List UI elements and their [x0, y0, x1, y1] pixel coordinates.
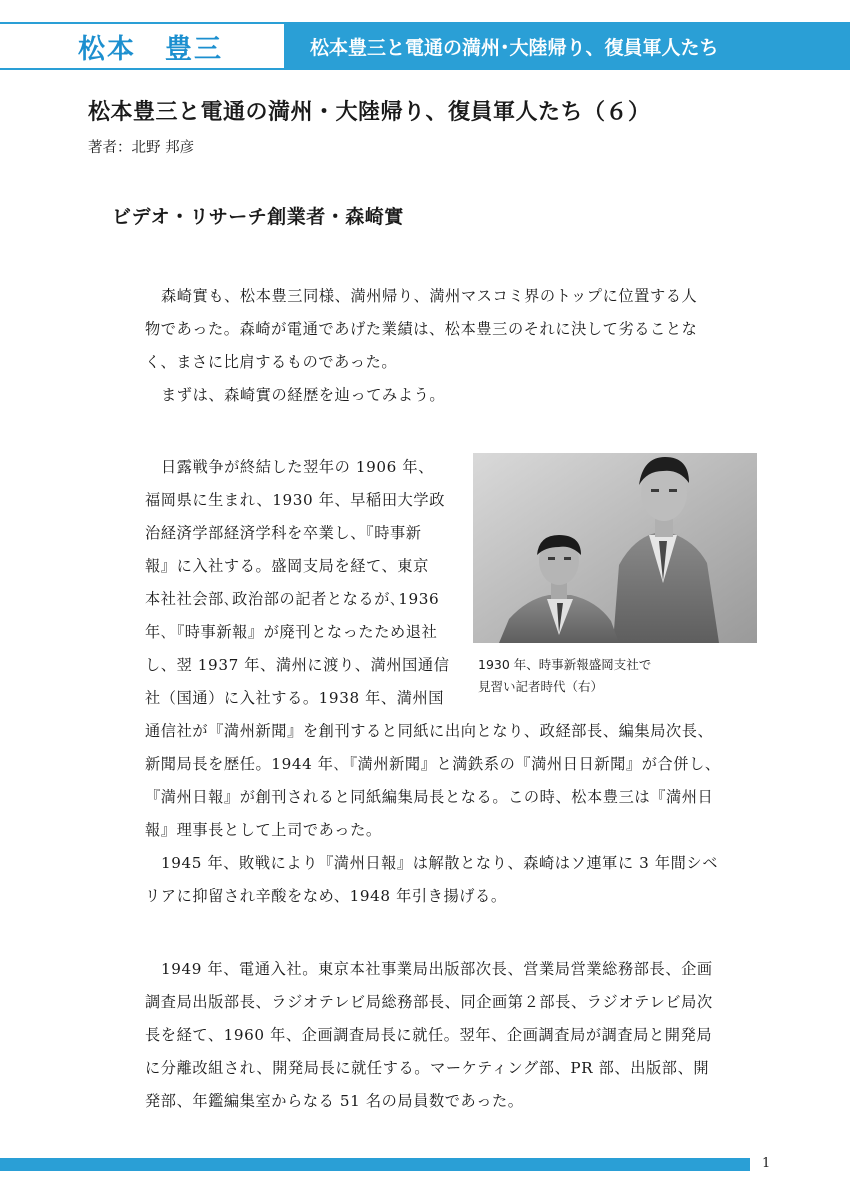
text-line: 福岡県に生まれ、1930 年、早稲田大学政: [145, 491, 445, 509]
text-line: 本社社会部､政治部の記者となるが､1936: [145, 590, 440, 608]
text-line: 治経済学部経済学科を卒業し、『時事新: [145, 524, 422, 542]
text-line: まずは、森崎實の経歴を辿ってみよう。: [161, 386, 446, 404]
text-line: 1949 年、電通入社。東京本社事業局出版部次長、営業局営業総務部長、企画: [161, 960, 713, 978]
text-line: 物であった。森崎が電通であげた業績は、松本豊三のそれに決して劣ることな: [145, 320, 698, 338]
header-series-banner: [284, 22, 850, 70]
text-line: 報』理事長として上司であった。: [145, 821, 382, 839]
text-line: 調査局出版部長、ラジオテレビ局総務部長、同企画第２部長、ラジオテレビ局次: [145, 993, 713, 1011]
header-author-name: 松本 豊三: [78, 34, 223, 65]
text-line: リアに抑留され辛酸をなめ、1948 年引き揚げる。: [145, 887, 507, 905]
section-heading: ビデオ・リサーチ創業者・森崎實: [112, 206, 404, 228]
text-line: 年､『時事新報』が廃刊となったため退社: [145, 623, 438, 641]
photo-caption-line: 見習い記者時代（右）: [478, 679, 604, 694]
text-line: に分離改組され、開発局長に就任する。マーケティング部、PR 部、出版部、開: [145, 1059, 710, 1077]
text-line: 社（国通）に入社する。1938 年、満州国: [145, 689, 445, 707]
text-line: 新聞局長を歴任。1944 年､『満州新聞』と満鉄系の『満州日日新聞』が合併し、: [145, 755, 721, 773]
text-line: 森崎實も、松本豊三同様、満州帰り、満州マスコミ界のトップに位置する人: [161, 287, 698, 305]
text-line: 通信社が『満州新聞』を創刊すると同紙に出向となり、政経部長、編集局次長、: [145, 722, 714, 740]
text-line: 報』に入社する。盛岡支局を経て、東京: [145, 557, 429, 575]
header-author-box: [0, 22, 284, 70]
text-line: く、まさに比肩するものであった。: [145, 353, 398, 371]
text-line: し、翌 1937 年、満州に渡り、満州国通信: [145, 656, 450, 674]
page-number: 1: [762, 1156, 771, 1171]
text-line: 発部、年鑑編集室からなる 51 名の局員数であった。: [145, 1092, 524, 1110]
article-title: 松本豊三と電通の満州・大陸帰り、復員軍人たち（６）: [88, 99, 651, 125]
text-line: 日露戦争が終結した翌年の 1906 年、: [161, 458, 434, 476]
header-series-title: 松本豊三と電通の満州･大陸帰り、復員軍人たち: [310, 37, 719, 59]
article-byline: 著者：北野 邦彦: [88, 140, 195, 156]
photo-caption-line: 1930 年、時事新報盛岡支社で: [478, 657, 652, 672]
footer-bar: [0, 1158, 750, 1171]
text-line: 1945 年、敗戦により『満州日報』は解散となり、森崎はソ連軍に 3 年間シベ: [161, 854, 719, 872]
text-line: 『満州日報』が創刊されると同紙編集局長となる。この時、松本豊三は『満州日: [145, 788, 714, 806]
text-line: 長を経て、1960 年、企画調査局長に就任。翌年、企画調査局が調査局と開発局: [145, 1026, 713, 1044]
historical-photo: [473, 453, 757, 643]
